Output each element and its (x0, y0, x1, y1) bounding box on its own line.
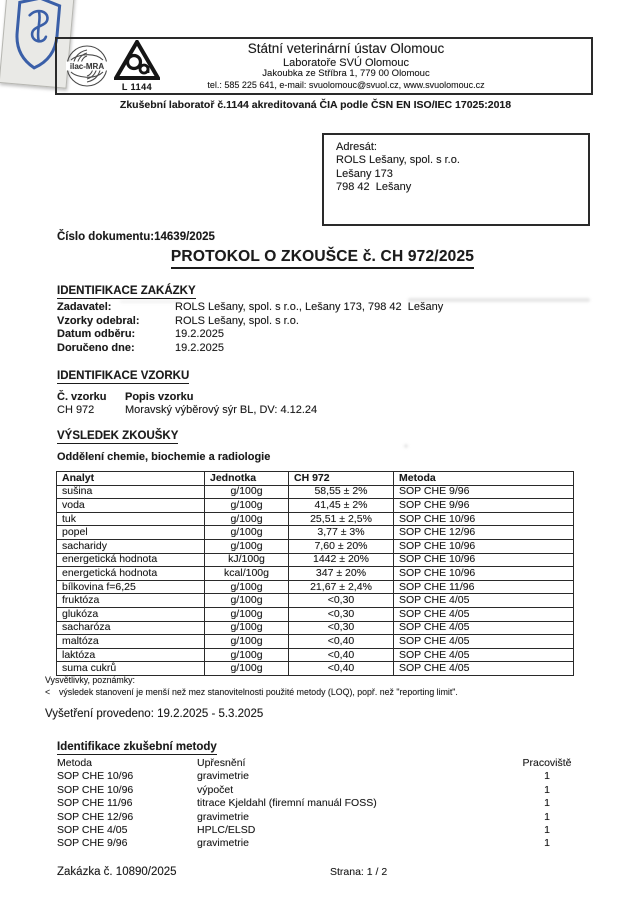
method-workplace: 1 (544, 810, 550, 823)
header-analyt: Analyt (57, 472, 205, 486)
order-row (57, 328, 443, 342)
sample-description: Moravský výběrový sýr BL, DV: 4.12.24 (125, 404, 318, 416)
sample-header-row (57, 391, 193, 403)
unit-cell: g/100g (205, 635, 289, 649)
analyt-cell: suma cukrů (57, 662, 205, 676)
letterhead-text (161, 41, 531, 90)
notes-block (45, 674, 458, 698)
method-cell: SOP CHE 10/96 (394, 553, 574, 567)
method-workplace: 1 (544, 770, 550, 783)
institute-address: Jakoubka ze Stříbra 1, 779 00 Olomouc (262, 68, 430, 80)
method-code: SOP CHE 10/96 (57, 770, 134, 783)
analyt-cell: energetická hodnota (57, 567, 205, 581)
analyt-cell: bílkovina f=6,25 (57, 580, 205, 594)
method-workplace: 1 (544, 797, 550, 810)
institute-contact: tel.: 585 225 641, e-mail: svuolomouc@svuol.cz, www.svuolomouc.cz (207, 80, 485, 91)
unit-cell: g/100g (205, 621, 289, 635)
table-row (57, 539, 574, 553)
less-than-symbol: < (45, 687, 51, 697)
value-cell: <0,30 (289, 607, 394, 621)
analyt-cell: laktóza (57, 648, 205, 662)
table-row (57, 485, 574, 499)
value-cell: 58,55 ± 2% (289, 485, 394, 499)
value-cell: 25,51 ± 2,5% (289, 512, 394, 526)
addressee-box (322, 133, 590, 226)
method-workplace: 1 (544, 824, 550, 837)
order-row-label: Vzorky odebral: (57, 314, 140, 327)
method-cell: SOP CHE 9/96 (394, 485, 574, 499)
unit-cell: g/100g (205, 662, 289, 676)
examination-period: Vyšetření provedeno: 19.2.2025 - 5.3.2025 (45, 708, 264, 720)
methods-header-workplace: Pracoviště (522, 757, 572, 769)
method-cell: SOP CHE 4/05 (394, 635, 574, 649)
accreditation-line: Zkušební laboratoř č.1144 akreditovaná ČIA podle ČSN EN ISO/IEC 17025:2018 (119, 99, 512, 111)
laboratory-name: Laboratoře SVÚ Olomouc (283, 56, 409, 69)
value-cell: 1442 ± 20% (289, 553, 394, 567)
addressee-line: ROLS Lešany, spol. s r.o. (336, 154, 460, 167)
method-cell: SOP CHE 9/96 (394, 499, 574, 513)
method-cell: SOP CHE 4/05 (394, 607, 574, 621)
order-row (57, 315, 443, 329)
note-line (45, 686, 458, 698)
order-row-value: ROLS Lešany, spol. s r.o. (175, 314, 299, 327)
addressee-label: Adresát: (336, 141, 377, 153)
value-cell: 21,67 ± 2,4% (289, 580, 394, 594)
table-row (57, 607, 574, 621)
method-cell: SOP CHE 4/05 (394, 594, 574, 608)
method-code: SOP CHE 11/96 (57, 797, 133, 810)
analyt-cell: maltóza (57, 635, 205, 649)
method-detail: gravimetrie (197, 810, 249, 823)
method-row (57, 837, 583, 850)
sample-desc-header: Popis vzorku (125, 391, 194, 403)
ilac-mra-label: ilac-MRA (69, 61, 105, 71)
cia-triangle-icon (114, 40, 160, 80)
unit-cell: g/100g (205, 512, 289, 526)
document-number (57, 231, 215, 243)
method-workplace: 1 (544, 837, 550, 850)
value-cell: <0,30 (289, 621, 394, 635)
table-row (57, 567, 574, 581)
addressee-line: Lešany 173 (336, 167, 393, 180)
methods-header-detail: Upřesnění (197, 757, 246, 769)
table-row (57, 553, 574, 567)
header-sample: CH 972 (289, 472, 394, 486)
note-text: výsledek stanovení je menší než mez stanovitelnosti použité metody (LOQ), popř. než "reporting limit". (59, 687, 458, 697)
table-row (57, 648, 574, 662)
method-row (57, 811, 583, 824)
order-row-label: Datum odběru: (57, 328, 136, 340)
letterhead-box (55, 37, 593, 95)
sample-number: CH 972 (57, 404, 95, 416)
table-row (57, 621, 574, 635)
method-row (57, 770, 583, 783)
unit-cell: g/100g (205, 499, 289, 513)
method-cell: SOP CHE 11/96 (394, 580, 574, 594)
analyt-cell: sacharóza (57, 621, 205, 635)
scan-artifact (120, 300, 180, 303)
analyt-cell: tuk (57, 512, 205, 526)
unit-cell: g/100g (205, 526, 289, 540)
method-cell: SOP CHE 4/05 (394, 621, 574, 635)
department-name: Oddělení chemie, biochemie a radiologie (57, 451, 271, 463)
title-wrap (55, 248, 590, 269)
order-row-value: 19.2.2025 (175, 341, 224, 354)
institute-name: Státní veterinární ústav Olomouc (247, 41, 445, 57)
analyt-cell: sacharidy (57, 539, 205, 553)
document-number-label: Číslo dokumentu: (57, 231, 155, 243)
analyt-cell: glukóza (57, 607, 205, 621)
method-row (57, 797, 583, 810)
method-cell: SOP CHE 10/96 (394, 567, 574, 581)
method-cell: SOP CHE 12/96 (394, 526, 574, 540)
section-heading-order: IDENTIFIKACE ZAKÁZKY (57, 285, 196, 297)
unit-cell: g/100g (205, 580, 289, 594)
order-row-value: 19.2.2025 (175, 328, 224, 340)
table-row (57, 526, 574, 540)
method-detail: gravimetrie (197, 770, 249, 783)
sample-data-row (57, 404, 317, 416)
method-code: SOP CHE 10/96 (57, 783, 134, 796)
cia-logo (113, 40, 161, 92)
method-code: SOP CHE 12/96 (57, 810, 134, 823)
method-row (57, 824, 583, 837)
methods-header-method: Metoda (57, 757, 93, 769)
method-row (57, 784, 583, 797)
unit-cell: g/100g (205, 594, 289, 608)
method-detail: HPLC/ELSD (197, 824, 256, 837)
table-row (57, 512, 574, 526)
document-number-value: 14639/2025 (154, 231, 215, 243)
ilac-mra-icon (65, 44, 109, 88)
method-cell: SOP CHE 4/05 (394, 648, 574, 662)
method-cell: SOP CHE 10/96 (394, 512, 574, 526)
addressee-line: 798 42 Lešany (336, 181, 412, 194)
page-title: PROTOKOL O ZKOUŠCE č. CH 972/2025 (171, 248, 474, 269)
methods-table (57, 757, 583, 851)
method-code: SOP CHE 4/05 (57, 824, 128, 837)
sample-no-header: Č. vzorku (57, 391, 107, 403)
order-identification-rows (57, 301, 443, 355)
analyt-cell: energetická hodnota (57, 553, 205, 567)
order-row (57, 342, 443, 356)
method-detail: výpočet (197, 783, 234, 796)
cia-accreditation-number: L 1144 (121, 82, 153, 92)
analyt-cell: voda (57, 499, 205, 513)
value-cell: 41,45 ± 2% (289, 499, 394, 513)
order-row-value: ROLS Lešany, spol. s r.o., Lešany 173, 798 42 Lešany (175, 301, 444, 313)
table-row (57, 580, 574, 594)
method-workplace: 1 (544, 783, 550, 796)
header-jednotka: Jednotka (205, 472, 289, 486)
analyt-cell: fruktóza (57, 594, 205, 608)
order-row-label: Zadavatel: (57, 301, 112, 313)
value-cell: 3,77 ± 3% (289, 526, 394, 540)
header-metoda: Metoda (394, 472, 574, 486)
method-detail: titrace Kjeldahl (firemní manuál FOSS) (197, 797, 377, 810)
method-code: SOP CHE 9/96 (57, 837, 128, 850)
scan-artifact (408, 298, 590, 302)
section-heading-methods: Identifikace zkušební metody (57, 741, 217, 753)
unit-cell: g/100g (205, 539, 289, 553)
value-cell: <0,40 (289, 635, 394, 649)
results-table (56, 471, 574, 676)
analyt-cell: sušina (57, 485, 205, 499)
methods-header-row (57, 757, 583, 770)
order-row (57, 301, 443, 315)
results-header-row (57, 472, 574, 486)
notes-title: Vysvětlivky, poznámky: (45, 675, 135, 685)
section-heading-sample: IDENTIFIKACE VZORKU (57, 370, 190, 382)
table-row (57, 499, 574, 513)
value-cell: <0,30 (289, 594, 394, 608)
value-cell: 347 ± 20% (289, 567, 394, 581)
page-indicator: Strana: 1 / 2 (330, 866, 388, 878)
unit-cell: kcal/100g (205, 567, 289, 581)
unit-cell: g/100g (205, 607, 289, 621)
scan-artifact (404, 444, 408, 448)
unit-cell: kJ/100g (205, 553, 289, 567)
method-cell: SOP CHE 10/96 (394, 539, 574, 553)
method-detail: gravimetrie (197, 837, 249, 850)
table-row (57, 594, 574, 608)
value-cell: <0,40 (289, 648, 394, 662)
value-cell: <0,40 (289, 662, 394, 676)
section-heading-results: VÝSLEDEK ZKOUŠKY (57, 430, 179, 442)
accreditation-logos (65, 40, 161, 92)
order-row-label: Doručeno dne: (57, 341, 135, 354)
value-cell: 7,60 ± 20% (289, 539, 394, 553)
table-row (57, 635, 574, 649)
unit-cell: g/100g (205, 648, 289, 662)
analyt-cell: popel (57, 526, 205, 540)
order-number: Zakázka č. 10890/2025 (57, 866, 177, 878)
unit-cell: g/100g (205, 485, 289, 499)
method-cell: SOP CHE 4/05 (394, 662, 574, 676)
